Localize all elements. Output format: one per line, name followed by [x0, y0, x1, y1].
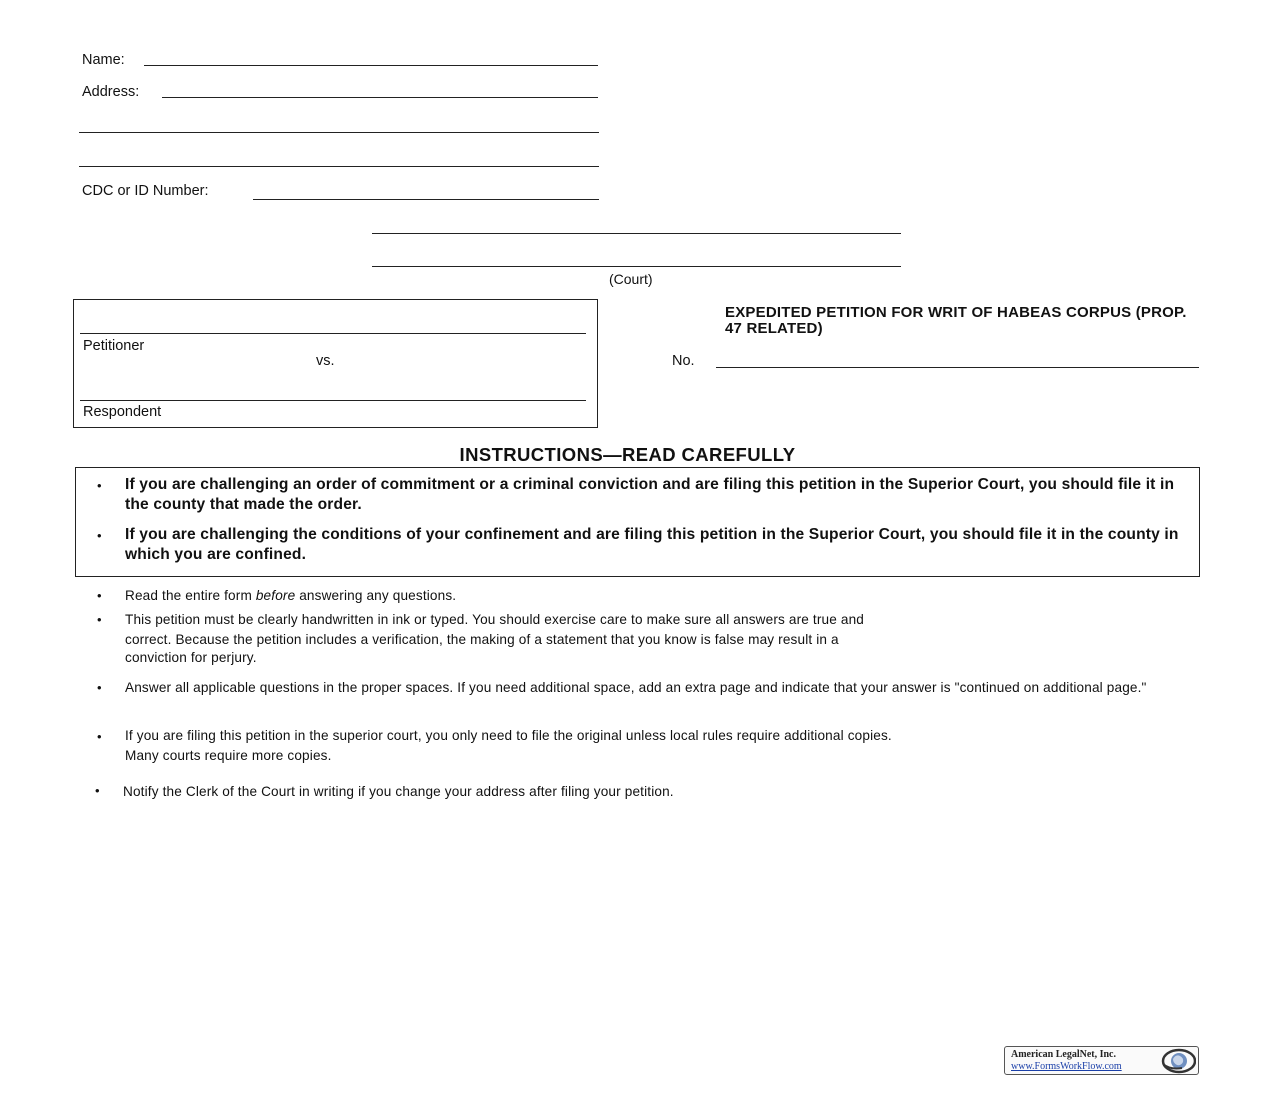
court-label: (Court)	[609, 271, 653, 287]
bullet-icon: •	[97, 612, 102, 627]
instruction-4-line-2: Many courts require more copies.	[125, 748, 332, 763]
instruction-2-line-2: correct. Because the petition includes a verification, the making of a statement that you know is false may result in a	[125, 632, 839, 647]
name-label: Name:	[82, 52, 125, 68]
instruction-4-line-1: If you are filing this petition in the superior court, you only need to file the original unless local rules require additional copies.	[125, 728, 892, 743]
instruction-boxed-1: If you are challenging an order of commitment or a criminal conviction and are filing this petition in the Superior Court, you should file it in the county that made the order.	[125, 476, 1175, 513]
petitioner-field[interactable]	[80, 333, 586, 334]
instruction-1-emphasis: before	[255, 588, 296, 603]
logo-url-link[interactable]: www.FormsWorkFlow.com	[1011, 1061, 1122, 1072]
bullet-icon: •	[97, 528, 102, 543]
case-number-label: No.	[672, 353, 695, 369]
globe-icon	[1160, 1048, 1196, 1074]
vs-label: vs.	[316, 353, 335, 369]
petition-title: EXPEDITED PETITION FOR WRIT OF HABEAS CORPUS (PROP. 47 RELATED)	[725, 304, 1187, 337]
instruction-5: Notify the Clerk of the Court in writing if you change your address after filing your petition.	[123, 784, 674, 799]
address-label: Address:	[82, 84, 140, 100]
forms-workflow-logo[interactable]	[1004, 1046, 1199, 1075]
bullet-icon: •	[97, 729, 102, 744]
cdc-id-field[interactable]	[253, 199, 599, 200]
case-number-field[interactable]	[716, 367, 1199, 368]
respondent-field[interactable]	[80, 400, 586, 401]
cdc-id-label: CDC or ID Number:	[82, 183, 209, 199]
court-field-line-2[interactable]	[372, 266, 901, 267]
bullet-icon: •	[97, 478, 102, 493]
instruction-1-after: answering any questions.	[295, 588, 457, 603]
instruction-2-line-1: This petition must be clearly handwritten in ink or typed. You should exercise care to make sure all answers are true and	[125, 612, 864, 627]
address-field-line-3[interactable]	[79, 166, 599, 167]
logo-company-name: American LegalNet, Inc.	[1011, 1049, 1116, 1060]
address-field-line-1[interactable]	[162, 97, 598, 98]
address-field-line-2[interactable]	[79, 132, 599, 133]
instruction-2-line-3: conviction for perjury.	[125, 650, 257, 665]
bullet-icon: •	[97, 680, 102, 695]
instructions-heading: INSTRUCTIONS—READ CAREFULLY	[459, 444, 796, 465]
instruction-1-before: Read the entire form	[125, 588, 256, 603]
bullet-icon: •	[95, 783, 100, 798]
petitioner-label: Petitioner	[83, 338, 145, 354]
party-box	[73, 299, 598, 428]
instruction-3: Answer all applicable questions in the proper spaces. If you need additional space, add an extra page and indicate that your answer is "continued on additional page."	[125, 680, 1147, 695]
court-field-line-1[interactable]	[372, 233, 901, 234]
instruction-boxed-2: If you are challenging the conditions of your confinement and are filing this petition in the Superior Court, you should file it in the county in which you are confined.	[125, 526, 1179, 563]
instruction-1	[125, 586, 1200, 605]
name-field[interactable]	[144, 65, 598, 66]
respondent-label: Respondent	[83, 404, 162, 420]
bullet-icon: •	[97, 588, 102, 603]
